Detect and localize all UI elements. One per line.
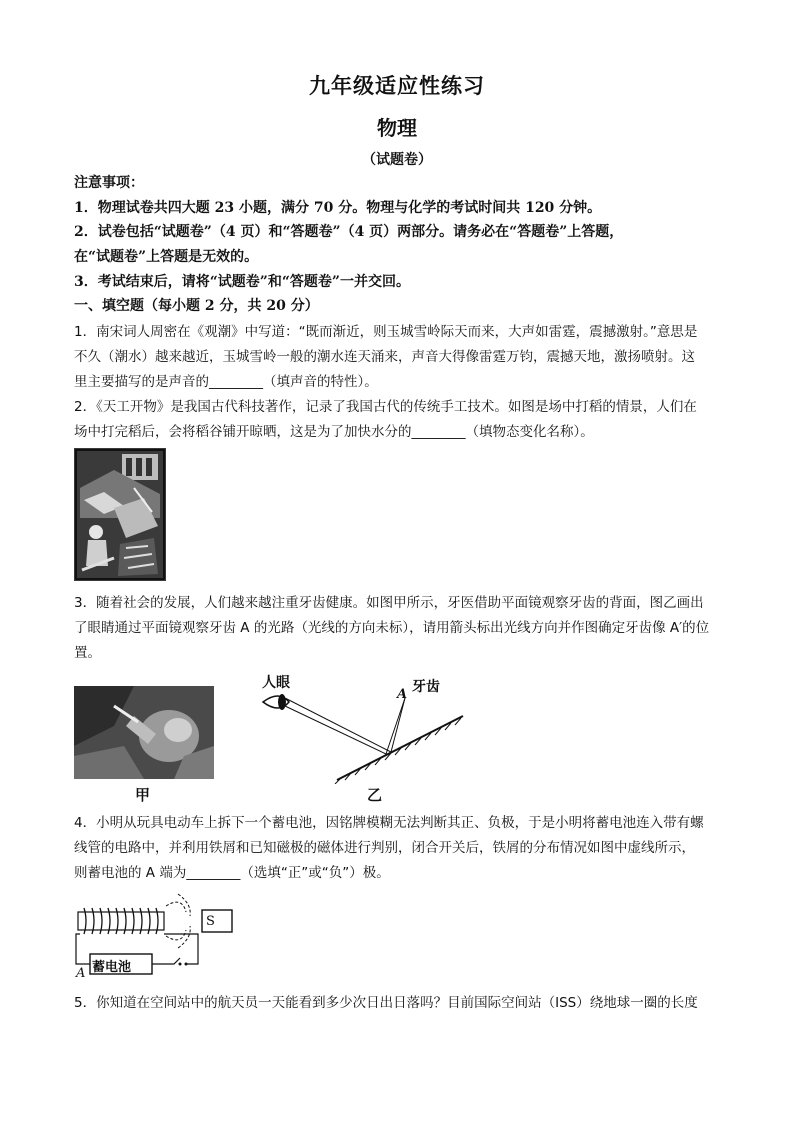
question-3-line: 了眼睛通过平面镜观察牙齿 A 的光路（光线的方向未标），请用箭头标出光线方向并作图确定牙齿像 A′的位 — [74, 620, 710, 636]
point-a-label: A — [397, 687, 408, 702]
question-1-line: 1．南宋词人周密在《观潮》中写道：“既而渐近，则玉城雪岭际天而来，大声如雷霆，震撼激射。”意思是 — [74, 324, 698, 340]
question-1-line: 不久（潮水）越来越近，玉城雪岭一般的潮水连天涌来，声音大得像雷霆万钧，震撼天地，激扬喷射。这 — [74, 349, 695, 365]
threshing-illustration — [74, 448, 166, 581]
battery-label: 蓄电池 — [92, 960, 132, 975]
section-heading: 一、填空题（每小题 2 分，共 20 分） — [74, 298, 319, 314]
battery-terminal-a-label: A — [76, 966, 86, 981]
notice-item: 3．考试结束后，请将“试题卷”和“答题卷”一并交回。 — [74, 274, 410, 290]
question-2-line: 2．《天工开物》是我国古代科技著作，记录了我国古代的传统手工技术。如图是场中打稻的情景，人们在 — [74, 399, 697, 415]
eye-label: 人眼 — [262, 675, 290, 691]
question-3-line: 置。 — [74, 645, 101, 661]
notice-item: 在“试题卷”上答题是无效的。 — [74, 249, 259, 265]
figure-a-caption: 甲 — [135, 786, 151, 804]
notice-item: 1．物理试卷共四大题 23 小题，满分 70 分。物理与化学的考试时间共 120 分钟。 — [74, 200, 602, 216]
tooth-label: 牙齿 — [412, 679, 440, 695]
figure-b-caption: 乙 — [367, 786, 383, 804]
dentist-photo — [74, 686, 214, 779]
question-3-line: 3．随着社会的发展，人们越来越注重牙齿健康。如图甲所示，牙医借助平面镜观察牙齿的背面，图乙画出 — [74, 595, 704, 611]
question-5-line: 5．你知道在空间站中的航天员一天能看到多少次日出日落吗？目前国际空间站（ISS）绕地球一圈的长度 — [74, 995, 698, 1011]
subject-title: 物理 — [377, 116, 417, 140]
question-2-line: 场中打完稻后，会将稻谷铺开晾晒，这是为了加快水分的________（填物态变化名称）。 — [74, 424, 594, 440]
question-4-line: 线管的电路中，并利用铁屑和已知磁极的磁体进行判别，闭合开关后，铁屑的分布情况如图中虚线所示， — [74, 840, 695, 856]
magnet-pole-label: S — [206, 914, 215, 929]
question-4-line: 则蓄电池的 A 端为________（选填“正”或“负”）极。 — [74, 865, 390, 881]
notice-item: 2．试卷包括“试题卷”（4 页）和“答题卷”（4 页）两部分。请务必在“答题卷”上答题， — [74, 224, 624, 240]
paper-title: 九年级适应性练习 — [309, 73, 485, 98]
notice-heading: 注意事项： — [74, 175, 144, 191]
question-1-line: 里主要描写的是声音的________（填声音的特性）。 — [74, 374, 378, 390]
question-4-line: 4．小明从玩具电动车上拆下一个蓄电池，因铭牌模糊无法判断其正、负极，于是小明将蓄电池连入带有螺 — [74, 815, 704, 831]
paper-subtitle: （试题卷） — [362, 152, 432, 168]
